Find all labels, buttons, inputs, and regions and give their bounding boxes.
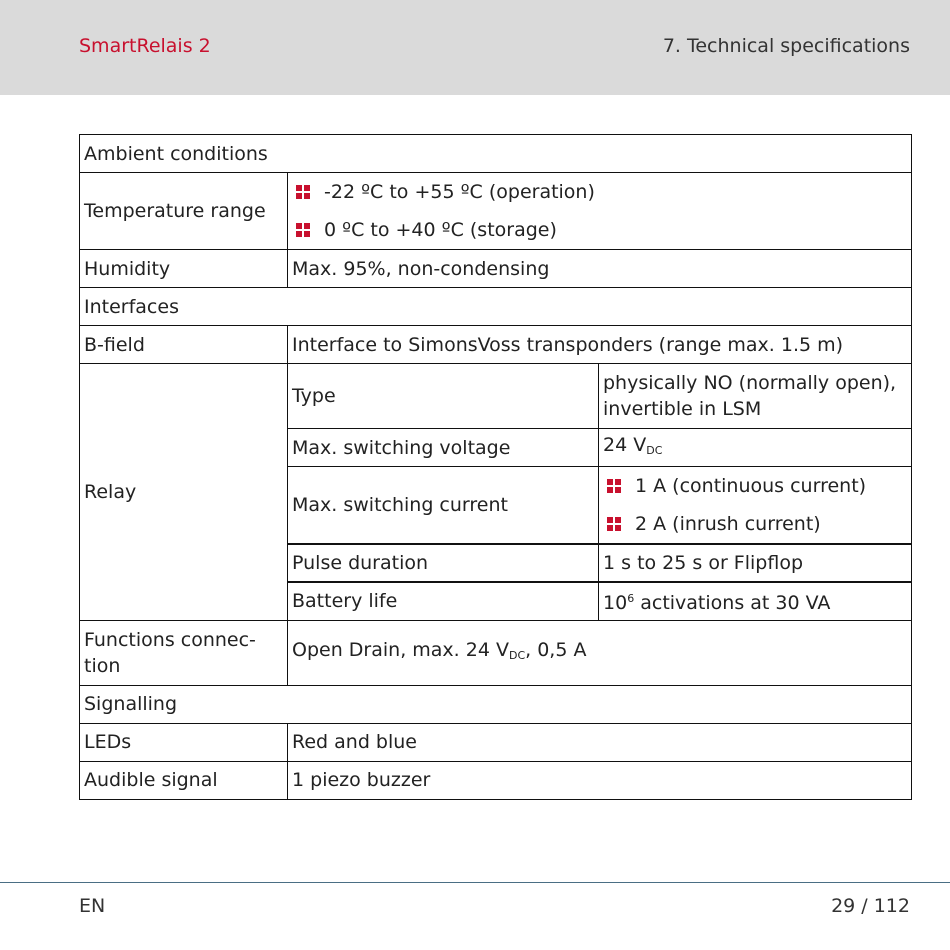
- row-value: [288, 620, 912, 685]
- table-row: [80, 250, 912, 288]
- group-heading: Interfaces: [80, 288, 912, 326]
- unit-subscript: DC: [646, 443, 663, 457]
- bullet-icon: [296, 185, 310, 199]
- list-item: [603, 467, 907, 505]
- sub-value: 1 s to 25 s or Flipflop: [599, 544, 912, 582]
- row-label: Audible signal: [80, 761, 288, 799]
- sub-label: Battery life: [288, 582, 599, 620]
- item-text: 0 ºC to +40 ºC (storage): [324, 219, 557, 241]
- value-text: 24 V: [603, 433, 647, 456]
- value-text: , 0,5 A: [525, 638, 587, 661]
- list-item: [292, 211, 907, 249]
- row-label: LEDs: [80, 723, 288, 761]
- row-label: Temperature range: [80, 173, 288, 250]
- row-label: Humidity: [80, 250, 288, 288]
- item-text: -22 ºC to +55 ºC (operation): [324, 181, 595, 203]
- footer-divider: [0, 882, 950, 883]
- table-row: [80, 685, 912, 723]
- table-row: [80, 620, 912, 685]
- sub-label: Max. switching current: [288, 467, 599, 545]
- item-text: 1 A (continuous current): [635, 475, 867, 497]
- value-text: Open Drain, max. 24 V: [292, 638, 509, 661]
- table-row: [80, 326, 912, 364]
- row-label: B-field: [80, 326, 288, 364]
- sub-label: Max. switching voltage: [288, 429, 599, 467]
- footer-language: EN: [79, 895, 106, 917]
- bullet-icon: [296, 223, 310, 237]
- group-heading: Signalling: [80, 685, 912, 723]
- row-value: Max. 95%, non-condensing: [288, 250, 912, 288]
- exponent: 6: [627, 592, 635, 606]
- list-item: [292, 173, 907, 211]
- list-item: [603, 505, 907, 543]
- spec-table: [79, 134, 912, 800]
- sub-value: [599, 582, 912, 620]
- value-text: activations at 30 VA: [634, 592, 831, 615]
- value-text: 10: [603, 592, 628, 615]
- sub-value: [599, 467, 912, 545]
- bullet-icon: [607, 479, 621, 493]
- row-value: Interface to SimonsVoss transponders (range max. 1.5 m): [288, 326, 912, 364]
- brand-title: SmartRelais 2: [79, 35, 211, 57]
- table-row: [80, 364, 912, 429]
- table-row: [80, 761, 912, 799]
- row-value: Red and blue: [288, 723, 912, 761]
- sub-value: physically NO (normally open), invertible in LSM: [599, 364, 912, 429]
- table-row: [80, 135, 912, 173]
- row-label: Functions connec- tion: [80, 620, 288, 685]
- unit-subscript: DC: [508, 648, 526, 662]
- row-value: [288, 173, 912, 250]
- row-value: 1 piezo buzzer: [288, 761, 912, 799]
- table-row: [80, 288, 912, 326]
- bullet-icon: [607, 517, 621, 531]
- table-row: [80, 723, 912, 761]
- row-label: Relay: [80, 364, 288, 621]
- item-text: 2 A (inrush current): [635, 513, 821, 535]
- group-heading: Ambient conditions: [80, 135, 912, 173]
- table-row: [80, 173, 912, 250]
- page-header: [0, 0, 950, 95]
- section-title: 7. Technical specifications: [662, 35, 910, 57]
- page-number: 29 / 112: [831, 895, 910, 917]
- sub-label: Type: [288, 364, 599, 429]
- sub-value: [599, 429, 912, 467]
- sub-label: Pulse duration: [288, 544, 599, 582]
